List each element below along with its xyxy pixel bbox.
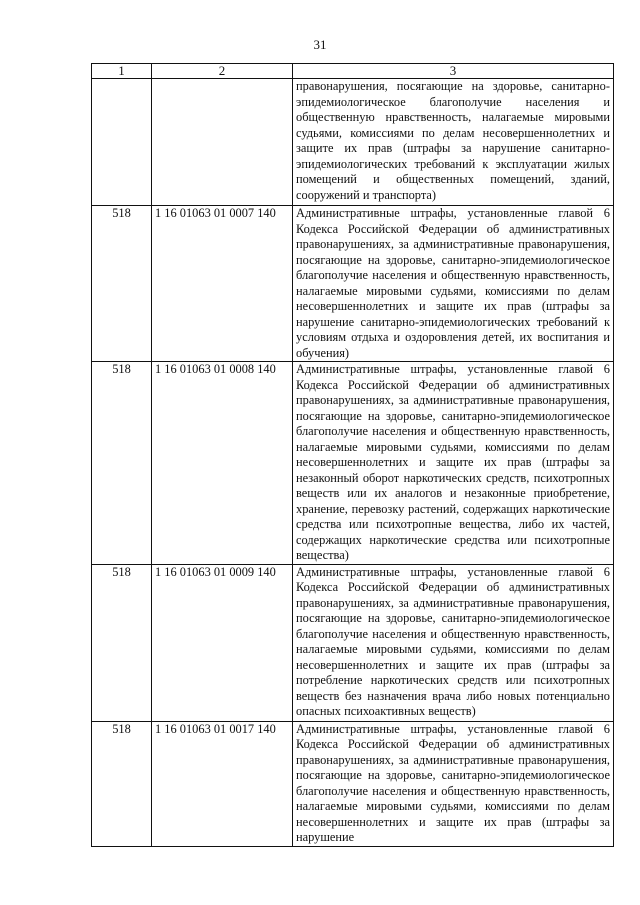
column-header-2: 2	[152, 64, 293, 79]
kbk-cell: 1 16 01063 01 0008 140	[152, 362, 293, 565]
description-cell: Административные штрафы, установленные главой 6 Кодекса Российской Федерации об административных правонарушениях, за административные правонарушения, посягающие на здоровье, санитарно-эпидемиологическое благополучие населения и общественную нравственность, налагаемые мировыми судьями, комиссиями по делам несовершеннолетних и защите их прав (штрафы за незаконный оборот наркотических средств, психотропных веществ или их аналогов и незаконные приобретение, хранение, перевозку растений, содержащих наркотические средства или психотропные вещества, либо их частей, содержащих наркотические средства или психотропные вещества)	[293, 362, 614, 565]
table-row-continuation	[92, 79, 614, 206]
admin-code-cell: 518	[92, 564, 152, 721]
table-row	[92, 362, 614, 565]
table-row	[92, 564, 614, 721]
admin-code-cell	[92, 79, 152, 206]
column-header-1: 1	[92, 64, 152, 79]
table-row	[92, 721, 614, 846]
admin-code-cell: 518	[92, 721, 152, 846]
table-row	[92, 206, 614, 362]
page-number: 31	[313, 37, 327, 52]
admin-code-cell: 518	[92, 206, 152, 362]
column-header-3: 3	[293, 64, 614, 79]
description-cell: Административные штрафы, установленные главой 6 Кодекса Российской Федерации об административных правонарушениях, за административные правонарушения, посягающие на здоровье, санитарно-эпидемиологическое благополучие населения и общественную нравственность, налагаемые мировыми судьями, комиссиями по делам несовершеннолетних и защите их прав (штрафы за потребление наркотических средств или психотропных веществ без назначения врача либо новых потенциально опасных психоактивных веществ)	[293, 564, 614, 721]
table-header-row	[92, 64, 614, 79]
kbk-cell: 1 16 01063 01 0009 140	[152, 564, 293, 721]
kbk-cell	[152, 79, 293, 206]
description-cell: Административные штрафы, установленные главой 6 Кодекса Российской Федерации об административных правонарушениях, за административные правонарушения, посягающие на здоровье, санитарно-эпидемиологическое благополучие населения и общественную нравственность, налагаемые мировыми судьями, комиссиями по делам несовершеннолетних и защите их прав (штрафы за нарушение	[293, 721, 614, 846]
description-cell: правонарушения, посягающие на здоровье, санитарно-эпидемиологическое благополучие населения и общественную нравственность, налагаемые мировыми судьями, комиссиями по делам несовершеннолетних и защите их прав (штрафы за нарушение санитарно-эпидемиологических требований к эксплуатации жилых помещений и общественных помещений, зданий, сооружений и транспорта)	[293, 79, 614, 206]
admin-code-cell: 518	[92, 362, 152, 565]
kbk-cell: 1 16 01063 01 0017 140	[152, 721, 293, 846]
description-cell: Административные штрафы, установленные главой 6 Кодекса Российской Федерации об административных правонарушениях, за административные правонарушения, посягающие на здоровье, санитарно-эпидемиологическое благополучие населения и общественную нравственность, налагаемые мировыми судьями, комиссиями по делам несовершеннолетних и защите их прав (штрафы за нарушение санитарно-эпидемиологических требований к условиям отдыха и оздоровления детей, их воспитания и обучения)	[293, 206, 614, 362]
kbk-cell: 1 16 01063 01 0007 140	[152, 206, 293, 362]
budget-codes-table	[91, 63, 614, 847]
